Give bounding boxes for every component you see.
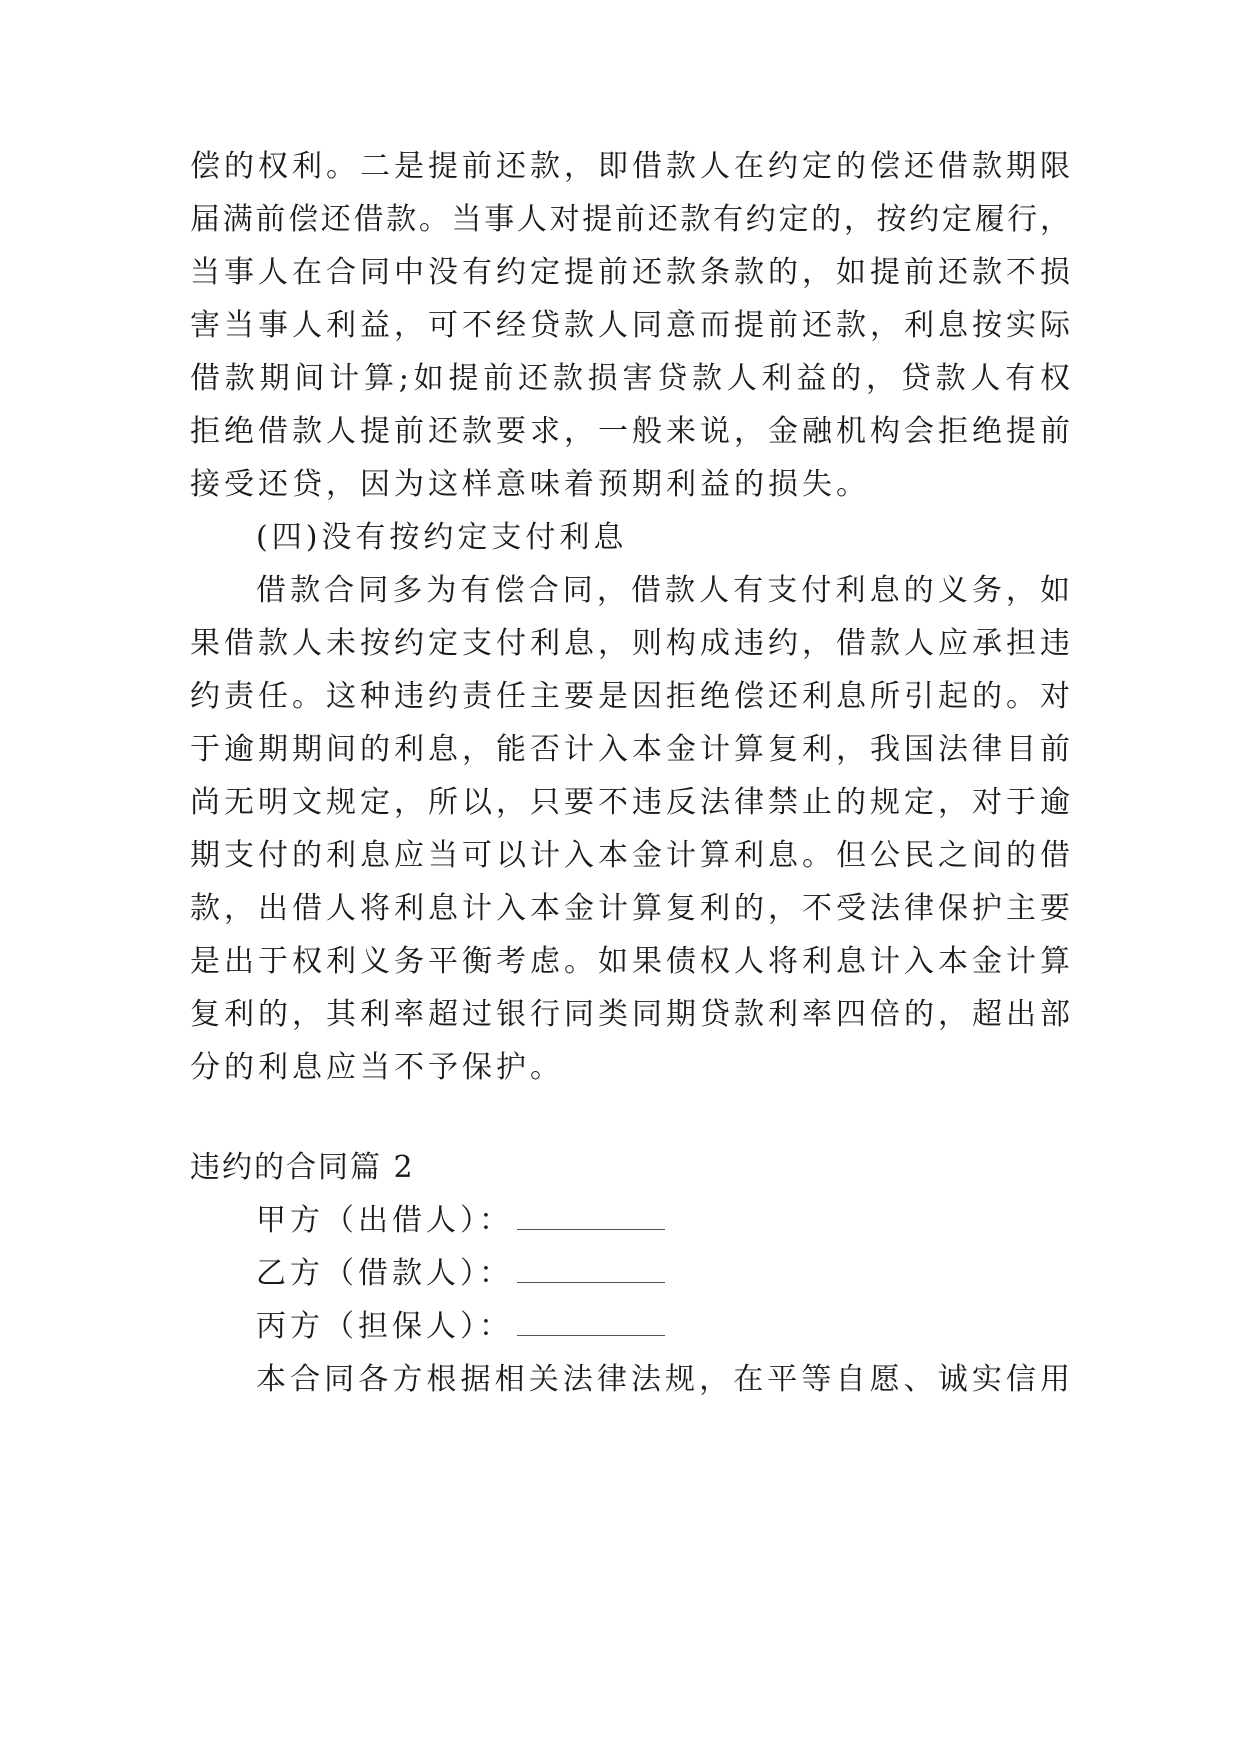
- paragraph-line: 分的利息应当不予保护。: [190, 1050, 564, 1085]
- paragraph-line: 复利的，其利率超过银行同类同期贷款利率四倍的，超出部: [190, 997, 1070, 1032]
- section-title: 违约的合同篇 2: [190, 1150, 415, 1185]
- paragraph-line: 是出于权利义务平衡考虑。如果债权人将利息计入本金计算: [190, 944, 1070, 979]
- paragraph-line: 于逾期期间的利息，能否计入本金计算复利，我国法律目前: [190, 732, 1070, 767]
- paragraph-line: 借款合同多为有偿合同，借款人有支付利息的义务，如: [256, 573, 1070, 608]
- paragraph-line: 届满前偿还借款。当事人对提前还款有约定的，按约定履行，: [190, 202, 1070, 237]
- paragraph-line: 拒绝借款人提前还款要求，一般来说，金融机构会拒绝提前: [190, 414, 1070, 449]
- party-borrower-row: [256, 1254, 665, 1294]
- party-lender-label: 甲方（出借人）：: [256, 1203, 513, 1238]
- paragraph-line: 当事人在合同中没有约定提前还款条款的，如提前还款不损: [190, 255, 1070, 290]
- party-guarantor-blank: [517, 1313, 665, 1336]
- paragraph-line: 接受还贷，因为这样意味着预期利益的损失。: [190, 467, 870, 502]
- paragraph-line: 期支付的利息应当可以计入本金计算利息。但公民之间的借: [190, 838, 1070, 873]
- paragraph-line: 借款期间计算;如提前还款损害贷款人利益的，贷款人有权: [190, 361, 1070, 396]
- party-guarantor-label: 丙方（担保人）：: [256, 1309, 513, 1344]
- paragraph-line: 尚无明文规定，所以，只要不违反法律禁止的规定，对于逾: [190, 785, 1070, 820]
- paragraph-line: 果借款人未按约定支付利息，则构成违约，借款人应承担违: [190, 626, 1070, 661]
- party-borrower-label: 乙方（借款人）：: [256, 1256, 513, 1291]
- party-lender-row: [256, 1201, 665, 1241]
- party-guarantor-row: [256, 1307, 665, 1347]
- party-lender-blank: [517, 1207, 665, 1230]
- paragraph-line: 害当事人利益，可不经贷款人同意而提前还款，利息按实际: [190, 308, 1070, 343]
- subheading: (四)没有按约定支付利息: [256, 520, 628, 555]
- paragraph-line: 偿的权利。二是提前还款，即借款人在约定的偿还借款期限: [190, 149, 1070, 184]
- paragraph-line: 约责任。这种违约责任主要是因拒绝偿还利息所引起的。对: [190, 679, 1070, 714]
- paragraph-line: 款，出借人将利息计入本金计算复利的，不受法律保护主要: [190, 891, 1070, 926]
- paragraph-line: 本合同各方根据相关法律法规，在平等自愿、诚实信用: [256, 1362, 1070, 1397]
- party-borrower-blank: [517, 1260, 665, 1283]
